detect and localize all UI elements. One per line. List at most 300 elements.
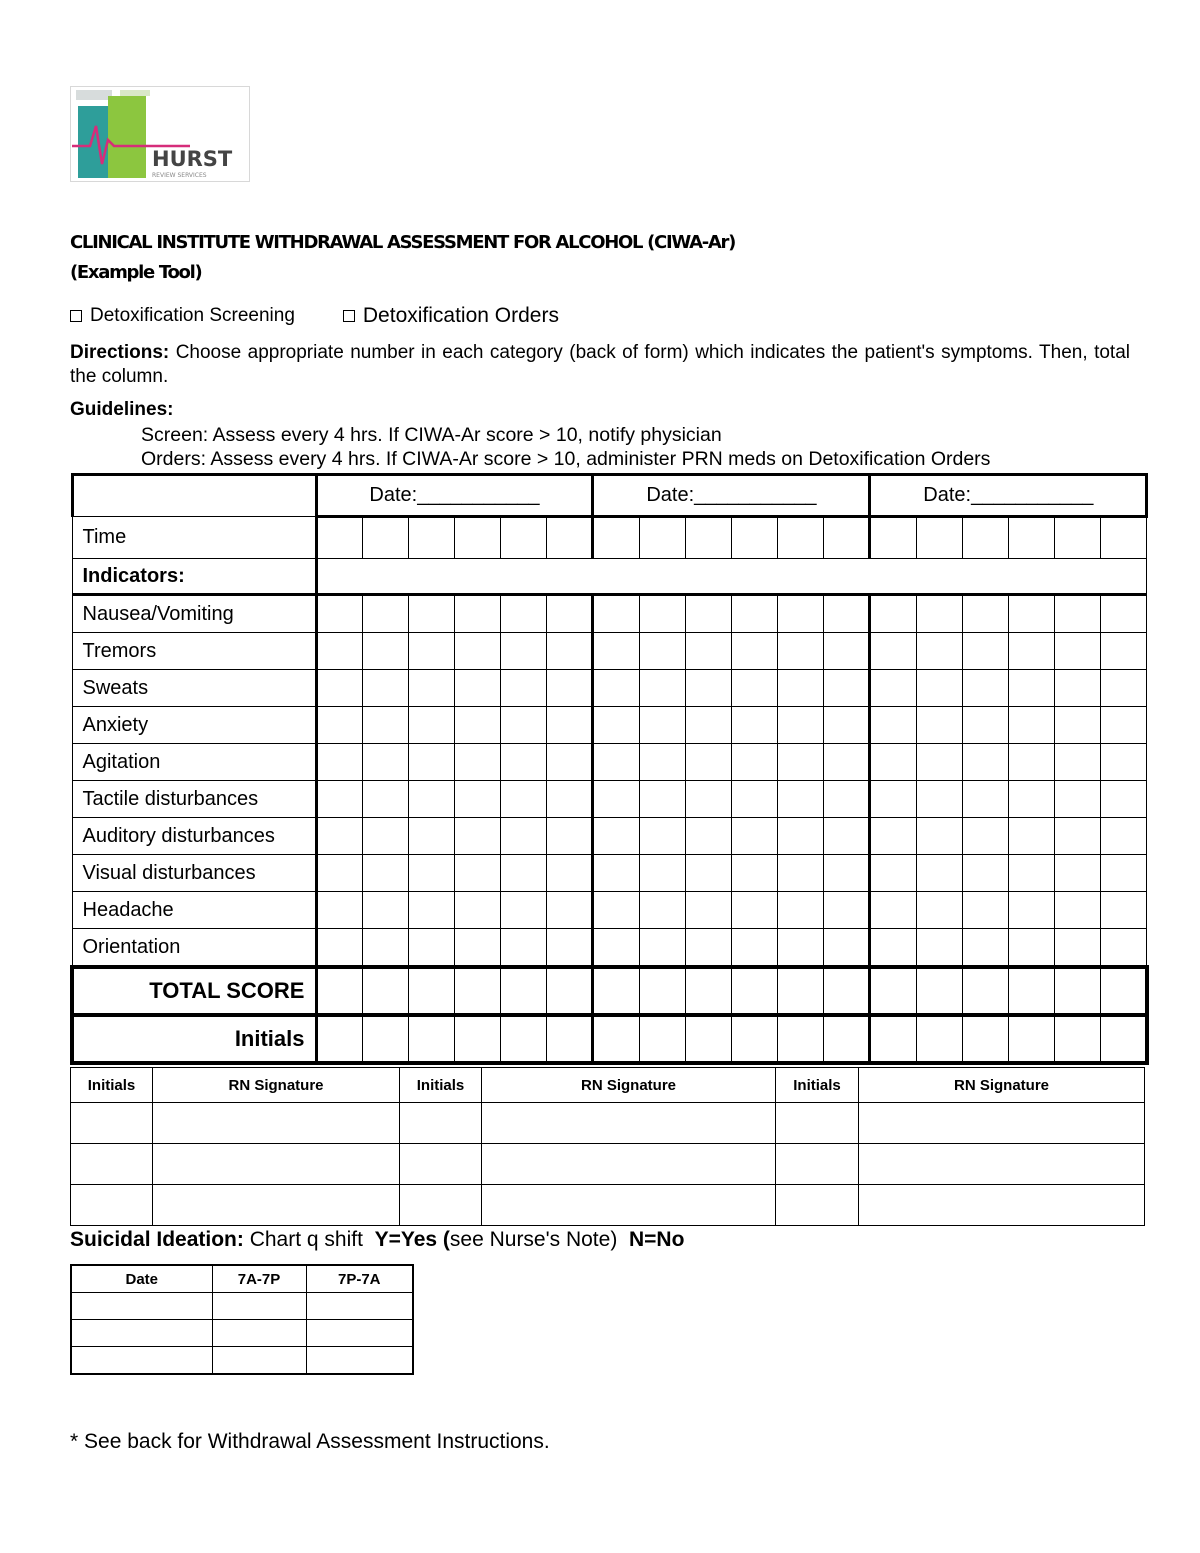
score-cell[interactable]	[362, 744, 408, 781]
indicator-label: Agitation	[72, 744, 316, 781]
score-cell[interactable]	[685, 1015, 731, 1063]
score-cell[interactable]	[454, 1015, 500, 1063]
score-cell[interactable]	[962, 892, 1008, 929]
score-cell[interactable]	[408, 670, 454, 707]
score-cell[interactable]	[685, 744, 731, 781]
score-cell[interactable]	[1008, 670, 1054, 707]
score-cell[interactable]	[731, 855, 777, 892]
score-cell[interactable]	[547, 1015, 593, 1063]
score-cell[interactable]	[870, 855, 916, 892]
checkbox-detox-orders[interactable]	[343, 310, 355, 322]
score-cell[interactable]	[778, 1015, 824, 1063]
score-cell[interactable]	[501, 1015, 547, 1063]
ciwa-assessment-table	[70, 473, 1149, 1065]
score-cell[interactable]	[870, 967, 916, 1015]
score-cell[interactable]	[731, 670, 777, 707]
score-cell[interactable]	[1101, 818, 1147, 855]
score-cell[interactable]	[408, 744, 454, 781]
score-cell[interactable]	[916, 929, 962, 968]
suicidal-table-cell[interactable]	[71, 1293, 212, 1320]
footnote: * See back for Withdrawal Assessment Instructions.	[70, 1430, 550, 1453]
score-cell[interactable]	[778, 967, 824, 1015]
score-cell[interactable]	[408, 818, 454, 855]
score-cell[interactable]	[1101, 967, 1147, 1015]
score-cell[interactable]	[731, 967, 777, 1015]
guidelines-label: Guidelines:	[70, 399, 174, 420]
rn-signature-cell[interactable]	[859, 1144, 1145, 1185]
score-cell[interactable]	[316, 670, 362, 707]
option-detox-screening[interactable]	[70, 305, 295, 327]
score-cell[interactable]	[454, 595, 500, 633]
score-cell[interactable]	[870, 744, 916, 781]
score-cell[interactable]	[870, 929, 916, 968]
score-cell[interactable]	[731, 744, 777, 781]
score-cell[interactable]	[824, 1015, 870, 1063]
score-cell[interactable]	[870, 1015, 916, 1063]
score-cell[interactable]	[731, 1015, 777, 1063]
score-cell[interactable]	[316, 781, 362, 818]
score-cell[interactable]	[454, 633, 500, 670]
score-cell[interactable]	[593, 517, 639, 559]
score-cell[interactable]	[501, 633, 547, 670]
score-cell[interactable]	[639, 967, 685, 1015]
score-cell[interactable]	[1008, 855, 1054, 892]
score-cell[interactable]	[685, 855, 731, 892]
score-cell[interactable]	[547, 818, 593, 855]
guideline-screen: Screen: Assess every 4 hrs. If CIWA-Ar score > 10, notify physician	[141, 424, 722, 446]
score-cell[interactable]	[1008, 633, 1054, 670]
score-cell[interactable]	[547, 967, 593, 1015]
initials-cell[interactable]	[400, 1103, 482, 1144]
score-cell[interactable]	[870, 670, 916, 707]
score-cell[interactable]	[962, 1015, 1008, 1063]
score-cell[interactable]	[593, 707, 639, 744]
score-cell[interactable]	[501, 670, 547, 707]
score-cell[interactable]	[824, 892, 870, 929]
score-cell[interactable]	[362, 517, 408, 559]
score-cell[interactable]	[916, 855, 962, 892]
rn-signature-cell[interactable]	[859, 1103, 1145, 1144]
score-cell[interactable]	[547, 670, 593, 707]
suicidal-table-header: 7A-7P	[212, 1265, 306, 1293]
score-cell[interactable]	[547, 517, 593, 559]
score-cell[interactable]	[685, 781, 731, 818]
suicidal-table-cell[interactable]	[306, 1320, 413, 1347]
rn-signature-header: RN Signature	[859, 1068, 1145, 1103]
score-cell[interactable]	[1008, 744, 1054, 781]
suicidal-table-cell[interactable]	[306, 1293, 413, 1320]
score-cell[interactable]	[1055, 892, 1101, 929]
score-cell[interactable]	[1101, 1015, 1147, 1063]
initials-cell[interactable]	[776, 1185, 859, 1226]
score-cell[interactable]	[1101, 892, 1147, 929]
date-header[interactable]: Date:___________	[593, 475, 870, 517]
score-cell[interactable]	[1055, 707, 1101, 744]
score-cell[interactable]	[870, 517, 916, 559]
score-cell[interactable]	[1008, 1015, 1054, 1063]
score-cell[interactable]	[593, 781, 639, 818]
indicator-label: Nausea/Vomiting	[72, 595, 316, 633]
score-cell[interactable]	[547, 855, 593, 892]
score-cell[interactable]	[1101, 707, 1147, 744]
score-cell[interactable]	[1055, 633, 1101, 670]
score-cell[interactable]	[916, 967, 962, 1015]
score-cell[interactable]	[685, 892, 731, 929]
score-cell[interactable]	[316, 633, 362, 670]
score-cell[interactable]	[1055, 744, 1101, 781]
score-cell[interactable]	[731, 517, 777, 559]
score-cell[interactable]	[1055, 967, 1101, 1015]
rn-signature-cell[interactable]	[153, 1185, 400, 1226]
header-blank	[72, 475, 316, 517]
score-cell[interactable]	[824, 855, 870, 892]
score-cell[interactable]	[639, 744, 685, 781]
score-cell[interactable]	[362, 633, 408, 670]
score-cell[interactable]	[639, 517, 685, 559]
indicator-label: Anxiety	[72, 707, 316, 744]
indicator-label: Sweats	[72, 670, 316, 707]
score-cell[interactable]	[685, 670, 731, 707]
score-cell[interactable]	[362, 855, 408, 892]
rn-signature-header: RN Signature	[482, 1068, 776, 1103]
score-cell[interactable]	[408, 892, 454, 929]
score-cell[interactable]	[547, 744, 593, 781]
score-cell[interactable]	[962, 633, 1008, 670]
score-cell[interactable]	[731, 818, 777, 855]
score-cell[interactable]	[316, 967, 362, 1015]
initials-cell[interactable]	[71, 1185, 153, 1226]
score-cell[interactable]	[639, 1015, 685, 1063]
score-cell[interactable]	[593, 967, 639, 1015]
score-cell[interactable]	[1055, 1015, 1101, 1063]
score-cell[interactable]	[639, 892, 685, 929]
score-cell[interactable]	[731, 633, 777, 670]
score-cell[interactable]	[962, 707, 1008, 744]
svg-text:HURST: HURST	[152, 147, 233, 171]
score-cell[interactable]	[778, 855, 824, 892]
score-cell[interactable]	[501, 517, 547, 559]
score-cell[interactable]	[501, 595, 547, 633]
score-cell[interactable]	[916, 670, 962, 707]
score-cell[interactable]	[454, 818, 500, 855]
score-cell[interactable]	[962, 855, 1008, 892]
score-cell[interactable]	[870, 892, 916, 929]
score-cell[interactable]	[1008, 929, 1054, 968]
score-cell[interactable]	[731, 929, 777, 968]
indicator-label: Orientation	[72, 929, 316, 968]
score-cell[interactable]	[639, 595, 685, 633]
score-cell[interactable]	[1101, 595, 1147, 633]
score-cell[interactable]	[1008, 517, 1054, 559]
guideline-orders: Orders: Assess every 4 hrs. If CIWA-Ar score > 10, administer PRN meds on Detoxification Orders	[141, 448, 991, 470]
score-cell[interactable]	[731, 707, 777, 744]
rn-signature-header: RN Signature	[153, 1068, 400, 1103]
score-cell[interactable]	[454, 670, 500, 707]
score-cell[interactable]	[1008, 892, 1054, 929]
score-cell[interactable]	[362, 670, 408, 707]
score-cell[interactable]	[685, 967, 731, 1015]
score-cell[interactable]	[916, 892, 962, 929]
score-cell[interactable]	[593, 595, 639, 633]
score-cell[interactable]	[316, 707, 362, 744]
score-cell[interactable]	[685, 929, 731, 968]
score-cell[interactable]	[1055, 595, 1101, 633]
score-cell[interactable]	[1101, 744, 1147, 781]
checkbox-detox-screening[interactable]	[70, 310, 82, 322]
score-cell[interactable]	[362, 929, 408, 968]
score-cell[interactable]	[685, 595, 731, 633]
score-cell[interactable]	[916, 1015, 962, 1063]
score-cell[interactable]	[454, 517, 500, 559]
score-cell[interactable]	[685, 818, 731, 855]
initials-cell[interactable]	[400, 1144, 482, 1185]
score-cell[interactable]	[824, 670, 870, 707]
score-cell[interactable]	[778, 892, 824, 929]
score-cell[interactable]	[639, 855, 685, 892]
score-cell[interactable]	[639, 633, 685, 670]
score-cell[interactable]	[316, 1015, 362, 1063]
score-cell[interactable]	[593, 892, 639, 929]
score-cell[interactable]	[824, 818, 870, 855]
score-cell[interactable]	[1008, 781, 1054, 818]
indicator-label: Headache	[72, 892, 316, 929]
score-cell[interactable]	[778, 517, 824, 559]
score-cell[interactable]	[408, 633, 454, 670]
score-cell[interactable]	[778, 929, 824, 968]
score-cell[interactable]	[408, 855, 454, 892]
score-cell[interactable]	[454, 707, 500, 744]
score-cell[interactable]	[454, 744, 500, 781]
score-cell[interactable]	[1008, 818, 1054, 855]
score-cell[interactable]	[547, 707, 593, 744]
rn-signature-cell[interactable]	[153, 1144, 400, 1185]
indicators-spacer	[316, 559, 1147, 595]
score-cell[interactable]	[501, 892, 547, 929]
score-cell[interactable]	[454, 892, 500, 929]
date-header[interactable]: Date:___________	[870, 475, 1147, 517]
score-cell[interactable]	[870, 781, 916, 818]
suicidal-table-cell[interactable]	[212, 1320, 306, 1347]
suicidal-table-header: 7P-7A	[306, 1265, 413, 1293]
score-cell[interactable]	[962, 517, 1008, 559]
score-cell[interactable]	[362, 707, 408, 744]
score-cell[interactable]	[362, 967, 408, 1015]
score-cell[interactable]	[501, 781, 547, 818]
score-cell[interactable]	[1055, 929, 1101, 968]
directions-text: Choose appropriate number in each category (back of form) which indicates the patient's symptoms. Then, total the column.	[70, 342, 1130, 387]
score-cell[interactable]	[316, 818, 362, 855]
score-cell[interactable]	[593, 633, 639, 670]
score-cell[interactable]	[501, 855, 547, 892]
suicidal-table-cell[interactable]	[71, 1320, 212, 1347]
score-cell[interactable]	[1055, 818, 1101, 855]
score-cell[interactable]	[593, 744, 639, 781]
score-cell[interactable]	[731, 595, 777, 633]
score-cell[interactable]	[1008, 707, 1054, 744]
score-cell[interactable]	[593, 670, 639, 707]
suicidal-table-header: Date	[71, 1265, 212, 1293]
suicidal-table-cell[interactable]	[306, 1347, 413, 1375]
score-cell[interactable]	[1008, 967, 1054, 1015]
score-cell[interactable]	[454, 929, 500, 968]
score-cell[interactable]	[362, 781, 408, 818]
score-cell[interactable]	[547, 892, 593, 929]
option-detox-orders[interactable]	[343, 304, 559, 328]
score-cell[interactable]	[639, 781, 685, 818]
score-cell[interactable]	[916, 744, 962, 781]
score-cell[interactable]	[501, 818, 547, 855]
score-cell[interactable]	[547, 595, 593, 633]
score-cell[interactable]	[1101, 670, 1147, 707]
score-cell[interactable]	[408, 1015, 454, 1063]
score-cell[interactable]	[316, 595, 362, 633]
suicidal-table-cell[interactable]	[71, 1347, 212, 1375]
score-cell[interactable]	[685, 517, 731, 559]
score-cell[interactable]	[824, 781, 870, 818]
score-cell[interactable]	[362, 1015, 408, 1063]
score-cell[interactable]	[731, 781, 777, 818]
score-cell[interactable]	[1055, 781, 1101, 818]
score-cell[interactable]	[501, 707, 547, 744]
initials-label: Initials	[72, 1015, 316, 1063]
score-cell[interactable]	[408, 967, 454, 1015]
score-cell[interactable]	[639, 707, 685, 744]
score-cell[interactable]	[501, 929, 547, 968]
initials-cell[interactable]	[776, 1103, 859, 1144]
score-cell[interactable]	[1101, 855, 1147, 892]
rn-signature-cell[interactable]	[482, 1144, 776, 1185]
score-cell[interactable]	[408, 929, 454, 968]
title-line-1: CLINICAL INSTITUTE WITHDRAWAL ASSESSMENT FOR ALCOHOL (CIWA-Ar)	[70, 232, 736, 253]
rn-signature-table	[70, 1067, 1145, 1226]
score-cell[interactable]	[639, 670, 685, 707]
score-cell[interactable]	[501, 744, 547, 781]
score-cell[interactable]	[870, 633, 916, 670]
rn-signature-cell[interactable]	[482, 1185, 776, 1226]
detox-type-options	[70, 304, 559, 328]
score-cell[interactable]	[824, 517, 870, 559]
score-cell[interactable]	[316, 929, 362, 968]
form-title	[70, 228, 735, 288]
score-cell[interactable]	[1101, 929, 1147, 968]
score-cell[interactable]	[1101, 517, 1147, 559]
suicidal-table-cell[interactable]	[212, 1293, 306, 1320]
initials-header: Initials	[71, 1068, 153, 1103]
score-cell[interactable]	[408, 517, 454, 559]
score-cell[interactable]	[593, 1015, 639, 1063]
initials-cell[interactable]	[400, 1185, 482, 1226]
score-cell[interactable]	[870, 707, 916, 744]
score-cell[interactable]	[778, 744, 824, 781]
score-cell[interactable]	[547, 929, 593, 968]
score-cell[interactable]	[916, 781, 962, 818]
score-cell[interactable]	[824, 744, 870, 781]
score-cell[interactable]	[362, 892, 408, 929]
score-cell[interactable]	[685, 707, 731, 744]
score-cell[interactable]	[778, 707, 824, 744]
rn-signature-cell[interactable]	[482, 1103, 776, 1144]
score-cell[interactable]	[962, 595, 1008, 633]
score-cell[interactable]	[731, 892, 777, 929]
title-line-2: (Example Tool)	[70, 262, 202, 283]
rn-signature-cell[interactable]	[859, 1185, 1145, 1226]
score-cell[interactable]	[916, 818, 962, 855]
score-cell[interactable]	[962, 818, 1008, 855]
indicator-label: Visual disturbances	[72, 855, 316, 892]
score-cell[interactable]	[916, 517, 962, 559]
date-header[interactable]: Date:___________	[316, 475, 593, 517]
score-cell[interactable]	[316, 517, 362, 559]
score-cell[interactable]	[778, 670, 824, 707]
initials-cell[interactable]	[71, 1103, 153, 1144]
score-cell[interactable]	[639, 929, 685, 968]
score-cell[interactable]	[962, 670, 1008, 707]
score-cell[interactable]	[316, 892, 362, 929]
suicidal-table-cell[interactable]	[212, 1347, 306, 1375]
score-cell[interactable]	[593, 855, 639, 892]
score-cell[interactable]	[824, 967, 870, 1015]
score-cell[interactable]	[824, 707, 870, 744]
score-cell[interactable]	[1055, 670, 1101, 707]
score-cell[interactable]	[824, 595, 870, 633]
score-cell[interactable]	[1055, 855, 1101, 892]
score-cell[interactable]	[778, 633, 824, 670]
score-cell[interactable]	[778, 781, 824, 818]
initials-cell[interactable]	[776, 1144, 859, 1185]
score-cell[interactable]	[1101, 781, 1147, 818]
score-cell[interactable]	[1055, 517, 1101, 559]
score-cell[interactable]	[870, 818, 916, 855]
score-cell[interactable]	[362, 595, 408, 633]
rn-signature-cell[interactable]	[153, 1103, 400, 1144]
score-cell[interactable]	[454, 855, 500, 892]
score-cell[interactable]	[916, 707, 962, 744]
score-cell[interactable]	[408, 595, 454, 633]
suicidal-yes: Y=Yes (	[374, 1228, 450, 1251]
initials-cell[interactable]	[71, 1144, 153, 1185]
score-cell[interactable]	[962, 781, 1008, 818]
score-cell[interactable]	[408, 707, 454, 744]
svg-text:REVIEW SERVICES: REVIEW SERVICES	[152, 172, 207, 179]
score-cell[interactable]	[316, 855, 362, 892]
score-cell[interactable]	[916, 633, 962, 670]
score-cell[interactable]	[824, 633, 870, 670]
score-cell[interactable]	[962, 967, 1008, 1015]
score-cell[interactable]	[685, 633, 731, 670]
score-cell[interactable]	[639, 818, 685, 855]
score-cell[interactable]	[824, 929, 870, 968]
score-cell[interactable]	[362, 818, 408, 855]
score-cell[interactable]	[1101, 633, 1147, 670]
score-cell[interactable]	[962, 929, 1008, 968]
score-cell[interactable]	[454, 967, 500, 1015]
score-cell[interactable]	[316, 744, 362, 781]
hurst-logo	[70, 86, 250, 182]
score-cell[interactable]	[501, 967, 547, 1015]
score-cell[interactable]	[593, 929, 639, 968]
score-cell[interactable]	[778, 595, 824, 633]
score-cell[interactable]	[1008, 595, 1054, 633]
score-cell[interactable]	[408, 781, 454, 818]
score-cell[interactable]	[778, 818, 824, 855]
score-cell[interactable]	[547, 633, 593, 670]
score-cell[interactable]	[916, 595, 962, 633]
score-cell[interactable]	[454, 781, 500, 818]
score-cell[interactable]	[962, 744, 1008, 781]
score-cell[interactable]	[547, 781, 593, 818]
score-cell[interactable]	[870, 595, 916, 633]
score-cell[interactable]	[593, 818, 639, 855]
